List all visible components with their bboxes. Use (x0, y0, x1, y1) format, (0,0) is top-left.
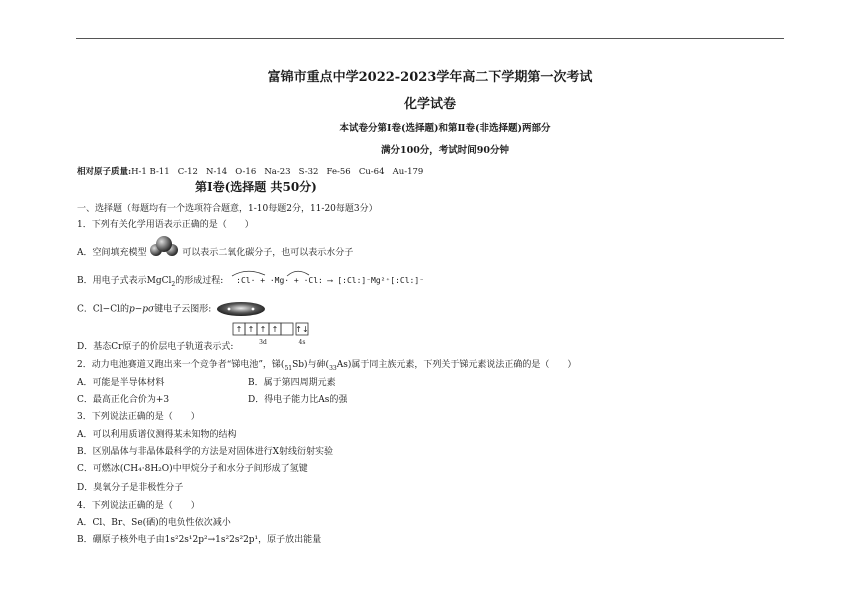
svg-text:↑: ↑ (235, 325, 243, 334)
space-filling-model-icon (149, 235, 179, 257)
q1-b-pre: B．用电子式表示 (77, 276, 147, 286)
q2-stem-post: )属于同主族元素，下列关于锑元素说法正确的是（ ） (347, 360, 577, 370)
q2-stem (77, 357, 576, 372)
reaction-arrow-icon: ⟶ (327, 276, 333, 285)
exam-note-parts: 本试卷分第Ⅰ卷(选择题)和第Ⅱ卷(非选择题)两部分 (339, 123, 551, 134)
q3-c-formula: CH₄·8H₂O (123, 464, 170, 474)
exam-note-score: 满分100分，考试时间90分钟 (380, 145, 510, 156)
q4-stem: 4．下列说法正确的是（ ） (77, 501, 200, 511)
q1-b-post: 的形成过程: (175, 276, 224, 286)
q2-stem-mid: )与砷( (304, 360, 330, 370)
q2-as: As (336, 360, 348, 370)
section1-instructions: 一、选择题（每题均有一个选项符合题意，1-10每题2分，11-20每题3分） (77, 204, 378, 214)
q4-b-config: 1s²2s¹2p²→1s²2s²2p¹ (164, 535, 259, 545)
q1-option-a (77, 245, 353, 258)
q2-option-a: A．可能是半导体材料 (77, 378, 165, 388)
q4-b-post: ，原子放出能量 (258, 535, 322, 545)
top-rule (76, 38, 784, 39)
q2-stem-pre: 2．动力电池赛道又跑出来一个竞争者“锑电池”，锑( (77, 360, 285, 370)
svg-text:↑: ↑ (271, 325, 279, 334)
q4-option-b (77, 532, 321, 545)
svg-text:↑: ↑ (259, 325, 267, 334)
q3-option-d: D．臭氧分子是非极性分子 (77, 483, 184, 493)
q2-sb: Sb (292, 360, 305, 370)
orbital-label-4s: 4s (298, 339, 306, 346)
q4-b-pre: B．硼原子核外电子由 (77, 535, 165, 545)
electron-transfer-arrows-icon (227, 267, 347, 277)
q1-a-post: 可以表示二氧化碳分子，也可以表示水分子 (182, 248, 354, 258)
q3-c-pre: C．可燃冰( (77, 464, 124, 474)
q2-sb-sub: 51 (284, 364, 293, 372)
q2-option-d: D．得电子能力比As的强 (248, 395, 348, 405)
section1-title: 第Ⅰ卷(选择题 共50分) (195, 180, 317, 194)
svg-text:↑↓: ↑↓ (295, 325, 309, 334)
q3-stem: 3．下列说法正确的是（ ） (77, 412, 200, 422)
q1-option-d: D．基态Cr原子的价层电子轨道表示式: (77, 342, 234, 352)
q4-option-a: A．Cl、Br、Se(硒)的电负性依次减小 (77, 518, 231, 528)
q2-option-c: C．最高正化合价为+3 (77, 395, 170, 405)
orbital-label-3d: 3d (259, 339, 267, 346)
eq-cl-left: :Cl· (236, 276, 256, 285)
eq-product: [:Cl:]⁻Mg²⁺[:Cl:]⁻ (337, 276, 425, 285)
q1-b-formula (147, 276, 176, 286)
q1-b-equation: :Cl· + ·Mg· + ·Cl: ⟶ [:Cl:]⁻Mg²⁺[:Cl:]⁻ (236, 276, 425, 285)
q3-option-a: A．可以利用质谱仪测得某未知物的结构 (77, 430, 237, 440)
q1-c-post: 键电子云图形: (154, 304, 212, 315)
q3-option-c (77, 461, 308, 474)
q1-a-pre: A．空间填充模型 (77, 248, 147, 258)
q2-as-sub: 33 (329, 364, 337, 372)
q1-c-pre: C．Cl−Cl的 (77, 304, 129, 315)
q3-c-post: )中甲烷分子和水分子间形成了氢键 (169, 464, 308, 474)
atomic-masses (77, 165, 423, 177)
q1-b-formula-sub: 2 (171, 280, 176, 288)
orbital-diagram (232, 322, 322, 348)
q1-stem: 1．下列有关化学用语表示正确的是（ ） (77, 220, 254, 230)
exam-subtitle: 化学试卷 (403, 97, 456, 112)
q1-b-formula-main: MgCl (146, 276, 172, 286)
electron-cloud-icon (214, 301, 268, 317)
atomic-masses-values: H-1 B-11 C-12 N-14 O-16 Na-23 S-32 Fe-56 Cu-64 Au-179 (131, 167, 424, 177)
q1-option-c (77, 301, 268, 317)
svg-text:↑: ↑ (247, 325, 255, 334)
q1-c-mid: p−pσ (128, 304, 155, 315)
exam-title: 富锦市重点中学2022-2023学年高二下学期第一次考试 (267, 70, 593, 85)
q1-option-b (77, 273, 424, 288)
atomic-masses-label: 相对原子质量: (77, 167, 132, 177)
eq-cl-right: ·Cl: (303, 276, 323, 285)
eq-mg: ·Mg· (269, 276, 290, 285)
q2-option-b: B．属于第四周期元素 (248, 378, 336, 388)
q3-option-b: B．区别晶体与非晶体最科学的方法是对固体进行X射线衍射实验 (77, 447, 334, 457)
